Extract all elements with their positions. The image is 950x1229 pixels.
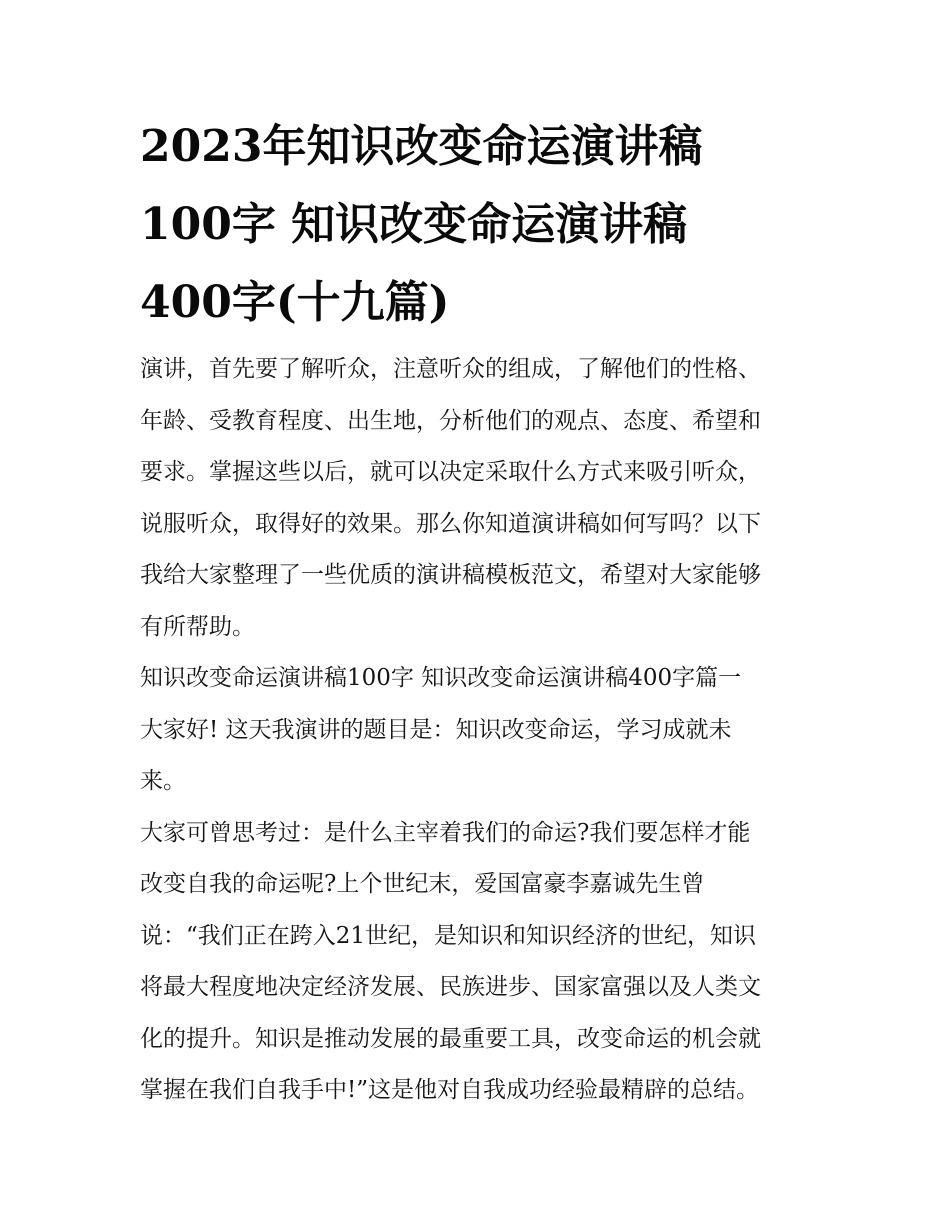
text-line: 说：“我们正在跨入21世纪，是知识和知识经济的世纪，知识 [140, 922, 757, 949]
document-page [140, 108, 812, 1117]
text-line: 将最大程度地决定经济发展、民族进步、国家富强以及人类文 [140, 974, 761, 1000]
text-line: 我给大家整理了一些优质的演讲稿模板范文，希望对大家能够 [140, 562, 761, 588]
document-title [140, 108, 812, 342]
text-line: 演讲，首先要了解听众，注意听众的组成，了解他们的性格、 [140, 356, 761, 382]
text-line: 掌握在我们自我手中!”这是他对自我成功经验最精辟的总结。 [140, 1077, 760, 1103]
title-line: 2023年知识改变命运演讲稿 [140, 121, 703, 172]
text-line: 化的提升。知识是推动发展的最重要工具，改变命运的机会就 [140, 1025, 761, 1052]
title-line: 400字(十九篇) [140, 277, 450, 328]
text-line: 年龄、受教育程度、出生地，分析他们的观点、态度、希望和 [140, 407, 761, 434]
document-body [140, 344, 812, 1117]
intro-paragraph [140, 344, 812, 653]
greeting-paragraph [140, 705, 812, 808]
text-line: 来。 [140, 768, 186, 794]
text-line: 要求。掌握这些以后，就可以决定采取什么方式来吸引听众， [140, 459, 761, 485]
section-heading [140, 653, 812, 705]
title-line: 100字 知识改变命运演讲稿 [140, 199, 688, 250]
body-paragraph [140, 808, 812, 1117]
text-line: 大家好! 这天我演讲的题目是：知识改变命运，学习成就未 [140, 716, 732, 743]
text-line: 有所帮助。 [140, 613, 255, 640]
text-line: 大家可曾思考过：是什么主宰着我们的命运?我们要怎样才能 [140, 819, 751, 846]
text-line: 说服听众，取得好的效果。那么你知道演讲稿如何写吗？以下 [140, 510, 761, 537]
text-line: 改变自我的命运呢?上个世纪末，爱国富豪李嘉诚先生曾 [140, 871, 705, 897]
text-line: 知识改变命运演讲稿100字 知识改变命运演讲稿400字篇一 [140, 665, 742, 691]
